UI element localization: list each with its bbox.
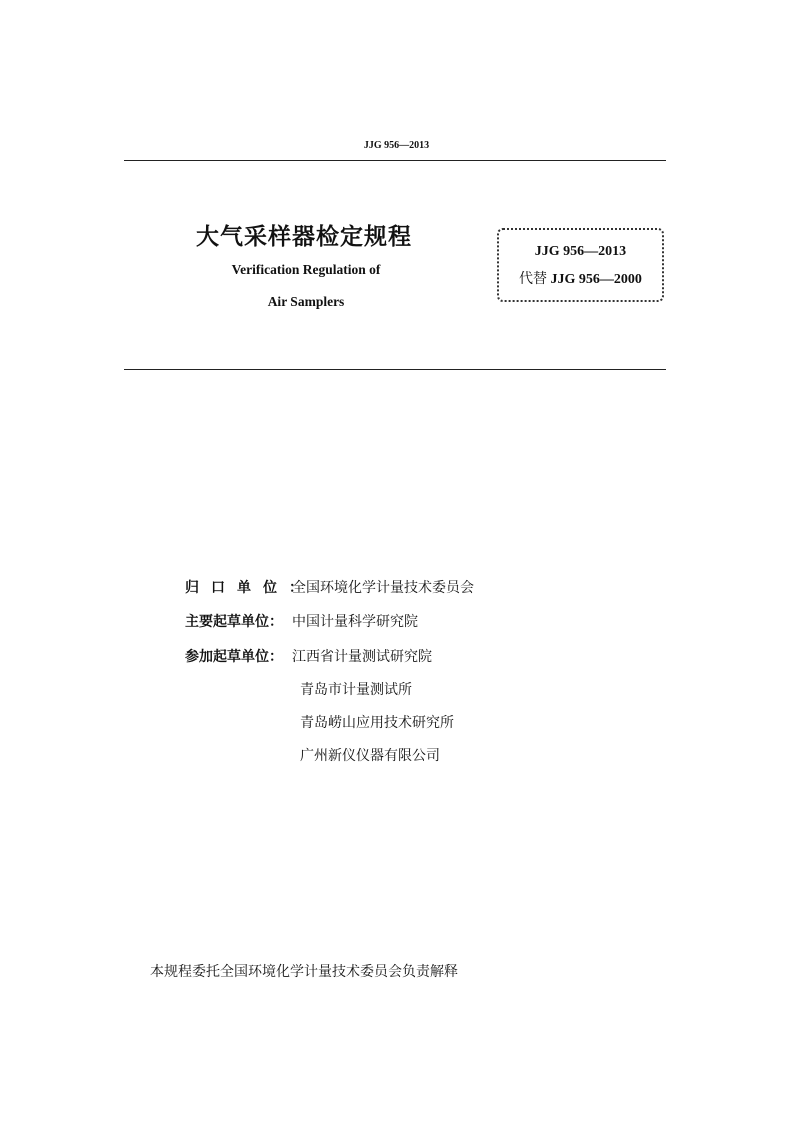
org-responsible-row xyxy=(185,578,474,598)
standard-code-box xyxy=(497,228,664,302)
interpretation-note: 本规程委托全国环境化学计量技术委员会负责解释 xyxy=(150,964,458,980)
standard-code: JJG 956—2013 xyxy=(534,244,627,259)
standard-replaces xyxy=(497,268,664,288)
org-participating-value-3: 青岛崂山应用技术研究所 xyxy=(300,715,454,731)
org-participating-label: 参加起草单位： xyxy=(185,649,283,665)
title-chinese: 大气采样器检定规程 xyxy=(196,224,412,250)
title-english-line1: Verification Regulation of xyxy=(231,262,381,277)
header-standard-code: JJG 956—2013 xyxy=(363,140,430,151)
header-divider xyxy=(124,160,666,161)
title-divider xyxy=(124,369,666,370)
org-participating-value-2: 青岛市计量测试所 xyxy=(300,682,412,698)
org-main-drafter-label: 主要起草单位： xyxy=(185,614,283,630)
replaces-prefix: 代替 xyxy=(519,272,548,287)
org-main-drafter-value: 中国计量科学研究院 xyxy=(292,614,418,630)
replaces-code: JJG 956—2000 xyxy=(550,272,642,287)
org-responsible-value: 全国环境化学计量技术委员会 xyxy=(292,580,474,596)
title-english-line2: Air Samplers xyxy=(267,294,345,309)
org-participating-value-4: 广州新仪仪器有限公司 xyxy=(300,748,440,764)
org-responsible-label: 归口单位： xyxy=(185,580,315,596)
org-main-drafter-row xyxy=(185,612,418,632)
org-participating-value-1: 江西省计量测试研究院 xyxy=(292,649,432,665)
org-participating-row xyxy=(185,647,432,667)
